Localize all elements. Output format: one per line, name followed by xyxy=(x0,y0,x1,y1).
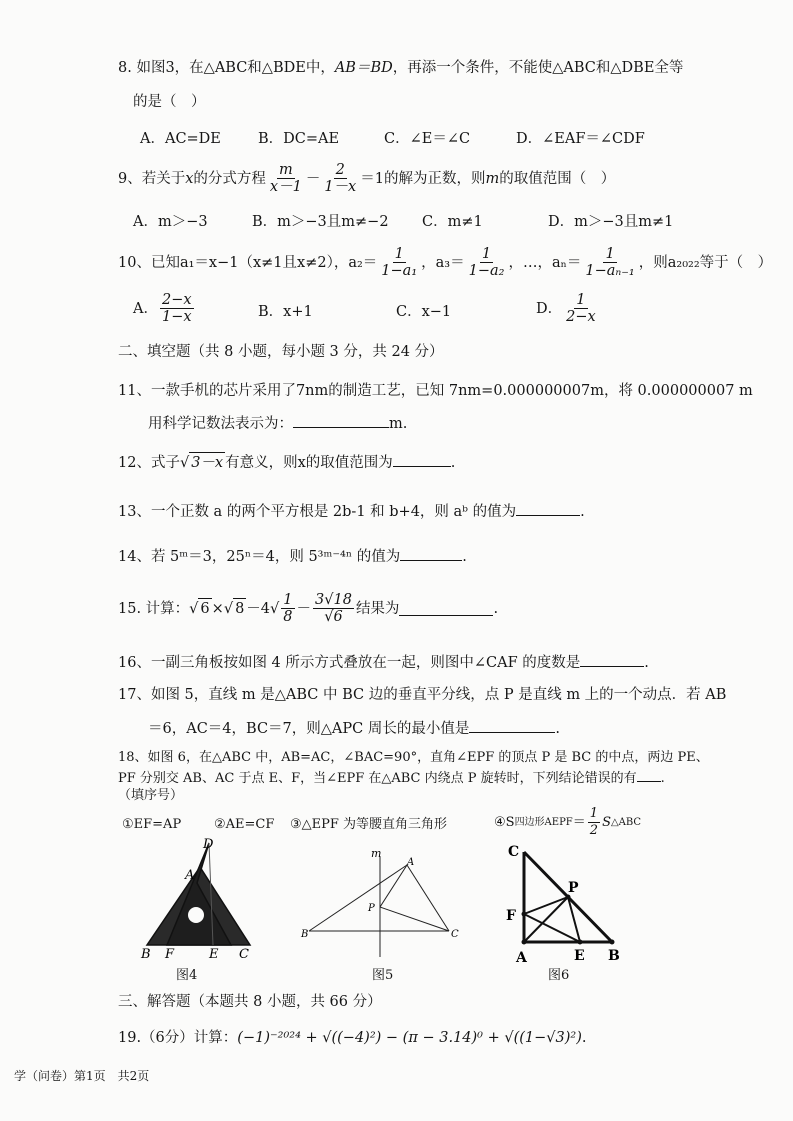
q15-line: 15. 计算： √ 6 × √ 8 －4 √ $\frac{1}{8}$ － $\frac{3√18}{√6}$ 结果为 . xyxy=(118,592,499,625)
q8-option-a: A．AC=DE xyxy=(140,131,221,147)
fig4-label-b: B xyxy=(141,947,151,960)
fig4-label-a: A xyxy=(185,868,195,883)
q17-line1: 17、如图 5，直线 m 是△ABC 中 BC 边的垂直平分线，点 P 是直线 m 上的一个动点．若 AB xyxy=(118,687,727,703)
figure-5 xyxy=(295,845,465,960)
q17-answer-blank[interactable] xyxy=(469,718,555,733)
q17-line2: ＝6，AC＝4，BC＝7，则△APC 周长的最小值是 . xyxy=(148,718,560,739)
q9-option-b: B．m＞−3且m≠−2 xyxy=(252,214,389,230)
q16-line: 16、一副三角板按如图 4 所示方式叠放在一起，则图中∠CAF 的度数是 . xyxy=(118,652,649,673)
q18-conclusion-1: ①EF=AP xyxy=(122,817,182,832)
fig4-label-e: E xyxy=(209,947,219,960)
fig6-label-a: A xyxy=(516,950,527,966)
q8-line2: 的是（ ） xyxy=(133,94,206,110)
q10-line: 10、已知 a₁＝x−1（x≠1且x≠2）， a₂＝ $\frac{1}{\text{1−a₁}}$ ，a₃＝ $\frac{1}{\text{1−a₂}}$ ，…，aₙ＝ $\frac{1}{\text{1−aₙ₋₁}}$ ，则a₂₀₂₂等于（ ） xyxy=(118,246,773,279)
q9-option-c: C．m≠1 xyxy=(422,214,483,230)
q13-line: 13、一个正数 a 的两个平方根是 2b-1 和 b+4，则 aᵇ 的值为 . xyxy=(118,501,585,522)
fig5-label-a: A xyxy=(407,857,415,868)
q11-answer-blank[interactable] xyxy=(293,413,389,428)
q18-answer-blank[interactable] xyxy=(637,767,661,782)
fig5-label-m: m xyxy=(371,847,382,860)
fig6-point-a xyxy=(522,940,527,945)
q18-line2: PF 分别交 AB、AC 于点 E、F，当∠EPF 在△ABC 内绕点 P 旋转时，下列结论错误的有 . xyxy=(118,767,665,789)
q10-option-b: B．x+1 xyxy=(258,304,313,320)
q8-option-b: B．DC=AE xyxy=(258,131,340,147)
fig6-label-b: B xyxy=(608,948,620,964)
fig5-side-ac xyxy=(407,865,449,931)
q12-line: 12、式子√ 3－x 有意义，则x的取值范围为 . xyxy=(118,452,455,473)
fig4-hole xyxy=(188,907,204,923)
fig6-label-f: F xyxy=(506,908,516,924)
q18-line3: （填序号） xyxy=(118,788,184,803)
q13-answer-blank[interactable] xyxy=(516,501,580,516)
q10-option-a: A． $\frac{2-x}{1-x}$ xyxy=(133,292,192,325)
fig6-label-p: P xyxy=(568,880,579,896)
fig6-point-e xyxy=(578,940,583,945)
fig6-point-b xyxy=(610,940,615,945)
fig5-label-c: C xyxy=(451,929,459,940)
q15-answer-blank[interactable] xyxy=(399,601,493,616)
q10-option-c: C．x−1 xyxy=(396,304,452,320)
q11-line1: 11、一款手机的芯片采用了7nm的制造工艺，已知 7nm=0.000000007m，将 0.000000007 m xyxy=(118,383,753,399)
q18-conclusion-4: ④S 四边形AEPF ＝ $\frac{1}{2}$ S △ABC xyxy=(494,806,642,838)
q16-answer-blank[interactable] xyxy=(580,652,644,667)
fig6-segment-pf xyxy=(524,897,568,914)
fig6-label-c: C xyxy=(508,844,520,860)
fig6-label-e: E xyxy=(574,948,585,964)
q8-option-d: D．∠EAF＝∠CDF xyxy=(516,131,645,147)
fig4-caption: 图4 xyxy=(176,968,198,983)
fig6-segment-ap xyxy=(524,897,568,942)
fig4-set-square xyxy=(167,843,231,945)
section2-heading: 二、填空题（共 8 小题，每小题 3 分，共 24 分） xyxy=(118,344,444,360)
figure-6 xyxy=(498,838,628,968)
q9-line: 9、若关于 x 的分式方程 $\frac{m}{x-1}$ － $\frac{2}{1-x}$ ＝1的解为正数，则 m 的取值范围（ ） xyxy=(118,162,616,195)
fig5-label-p: P xyxy=(368,903,375,914)
q10-option-d: D． $\frac{1}{2-x}$ xyxy=(536,292,596,325)
fig6-segment-ef xyxy=(524,914,580,942)
fig5-segment-pa xyxy=(380,865,407,907)
q8-line1: 8. 如图3，在△ABC和△BDE中，AB＝BD，再添一个条件，不能使△ABC和△DBE全等 xyxy=(118,60,684,76)
q9-option-d: D．m＞−3且m≠1 xyxy=(548,214,674,230)
fig6-caption: 图6 xyxy=(548,968,570,983)
fig4-label-c: C xyxy=(239,947,249,960)
section3-heading: 三、解答题（本题共 8 小题，共 66 分） xyxy=(118,994,382,1010)
fig4-label-f: F xyxy=(165,947,175,960)
q19-line: 19.（6分）计算：(−1)⁻²⁰²⁴ + √((−4)²) − (π − 3.14)⁰ + √((1−√3)²). xyxy=(118,1030,587,1046)
page-footer: 学（问卷）第1页 共2页 xyxy=(14,1069,150,1083)
q14-answer-blank[interactable] xyxy=(400,546,462,561)
fig6-point-f xyxy=(522,912,527,917)
fig5-segment-pc xyxy=(380,907,449,931)
fig4-label-d: D xyxy=(203,837,214,852)
fig5-label-b: B xyxy=(301,929,309,940)
q18-conclusion-2: ②AE=CF xyxy=(214,817,275,832)
q9-option-a: A．m＞−3 xyxy=(133,214,208,230)
q14-line: 14、若 5ᵐ＝3，25ⁿ＝4，则 5³ᵐ⁻⁴ⁿ 的值为 . xyxy=(118,546,467,567)
figure-4 xyxy=(135,835,265,960)
q8-option-c: C．∠E＝∠C xyxy=(384,131,471,147)
q18-line1: 18、如图 6，在△ABC 中，AB=AC，∠BAC=90°，直角∠EPF 的顶点 P 是 BC 的中点，两边 PE、 xyxy=(118,750,709,765)
fig5-caption: 图5 xyxy=(372,968,394,983)
q11-line2: 用科学记数法表示为： m. xyxy=(148,413,407,434)
fig5-side-ab xyxy=(309,865,407,931)
q12-answer-blank[interactable] xyxy=(393,452,451,467)
q18-conclusion-3: ③△EPF 为等腰直角三角形 xyxy=(290,817,448,832)
